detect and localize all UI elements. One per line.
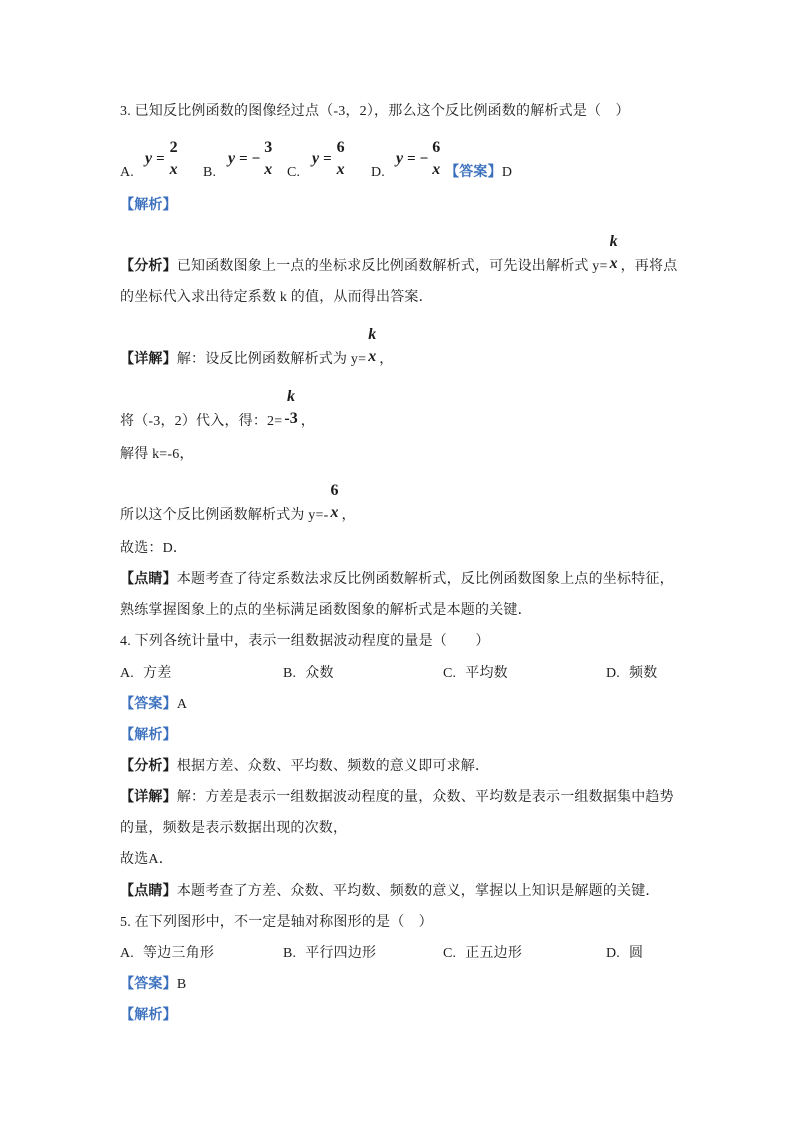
option-label: C. — [287, 165, 301, 180]
option-text: 等边三角形 — [143, 946, 215, 961]
option-text: 方差 — [143, 666, 172, 681]
fraction — [609, 233, 618, 276]
option-label: D. — [606, 666, 621, 681]
formula-equals: = — [156, 151, 165, 167]
q3-analysis-line-2: 的坐标代入求出待定系数 k 的值，从而得出答案． — [120, 290, 433, 305]
option-text: 正五边形 — [465, 946, 523, 961]
q4-analysis — [120, 758, 489, 776]
q5-answer — [120, 976, 186, 994]
q3-detail-line-2 — [120, 388, 315, 431]
q3-option-b — [203, 139, 273, 182]
fraction-denominator: x — [609, 255, 618, 272]
option-label: B. — [283, 946, 297, 961]
formula-minus-sign: − — [251, 151, 261, 167]
option-formula — [312, 137, 345, 181]
analysis-text: 已知函数图象上一点的坐标求反比例函数解析式，可先设出解析式 y= — [176, 259, 608, 274]
option-label: C. — [443, 666, 457, 681]
formula-variable: y — [228, 150, 236, 167]
formula-variable: y — [145, 150, 153, 167]
detail-text: 解：设反比例函数解析式为 y= — [176, 352, 367, 367]
fraction-numerator: k — [609, 233, 618, 250]
option-text: 平均数 — [465, 666, 508, 681]
option-formula — [145, 137, 178, 181]
q5-stem: 5. 在下列图形中，不一定是轴对称图形的是（ ） — [120, 915, 433, 930]
fraction-denominator: x — [169, 161, 178, 178]
formula-variable: y — [312, 150, 320, 167]
option-label: B. — [283, 666, 297, 681]
answer-tag: 【答案】 — [120, 697, 177, 712]
formula-equals: = — [239, 151, 248, 167]
q5-option-a — [120, 945, 214, 963]
answer-value: B — [176, 977, 187, 992]
answer-tag: 【答案】 — [120, 977, 177, 992]
option-label: B. — [203, 165, 217, 180]
fraction-denominator: x — [264, 161, 273, 178]
fraction-denominator: -3 — [284, 410, 298, 427]
formula-fraction — [264, 137, 272, 181]
q3-remark-line-1 — [120, 571, 674, 589]
option-label: A. — [120, 666, 135, 681]
fraction-denominator: x — [330, 504, 339, 521]
q4-option-d — [606, 665, 657, 683]
fraction-denominator: x — [336, 161, 345, 178]
solution-tag: 【解析】 — [120, 1008, 177, 1023]
option-label: D. — [371, 165, 386, 180]
remark-tag: 【点睛】 — [120, 884, 177, 899]
fraction-numerator: 6 — [330, 482, 339, 499]
option-text: 圆 — [629, 946, 644, 961]
q4-option-c — [443, 665, 508, 683]
option-label: C. — [443, 946, 457, 961]
q3-option-c — [287, 139, 345, 182]
detail-text: ， — [379, 352, 394, 367]
detail-text: ， — [300, 414, 315, 429]
q3-option-a — [120, 139, 178, 182]
fraction — [330, 482, 339, 525]
fraction-numerator: 6 — [336, 139, 345, 156]
fraction-numerator: 6 — [432, 139, 441, 156]
remark-text: 本题考查了待定系数法求反比例函数解析式，反比例函数图象上点的坐标特征， — [176, 572, 674, 587]
option-label: A. — [120, 946, 135, 961]
detail-text: 将（-3，2）代入，得：2= — [120, 414, 283, 429]
q3-detail-line-1 — [120, 326, 394, 369]
detail-text: ， — [341, 508, 356, 523]
q3-remark-line-2: 熟练掌握图象上的点的坐标满足函数图象的解析式是本题的关键． — [120, 603, 532, 618]
formula-fraction — [170, 137, 178, 181]
formula-equals: = — [407, 151, 416, 167]
answer-value: A — [176, 697, 188, 712]
answer-value: D — [501, 165, 513, 180]
option-label: D. — [606, 946, 621, 961]
q3-answer — [445, 164, 512, 182]
solution-tag: 【解析】 — [120, 728, 177, 743]
option-text: 平行四边形 — [305, 946, 377, 961]
fraction-denominator: x — [368, 348, 377, 365]
analysis-text: 根据方差、众数、平均数、频数的意义即可求解． — [176, 759, 490, 774]
q4-stem: 4. 下列各统计量中，表示一组数据波动程度的量是（ ） — [120, 634, 490, 649]
q5-solution-heading — [120, 1007, 177, 1025]
q4-detail-line-2: 的量，频数是表示数据出现的次数， — [120, 821, 348, 836]
detail-text: 解：方差是表示一组数据波动程度的量，众数、平均数是表示一组数据集中趋势 — [176, 790, 674, 805]
q4-remark — [120, 883, 660, 901]
fraction — [368, 326, 377, 369]
q3-detail-line-4 — [120, 482, 356, 525]
q3-detail-line-3: 解得 k=-6， — [120, 447, 194, 462]
option-label: A. — [120, 165, 135, 180]
q4-answer — [120, 696, 187, 714]
analysis-tag: 【分析】 — [120, 759, 177, 774]
option-text: 频数 — [629, 666, 658, 681]
answer-tag: 【答案】 — [445, 165, 502, 180]
q5-option-d — [606, 945, 643, 963]
q4-detail-line-1 — [120, 789, 674, 807]
option-text: 众数 — [305, 666, 334, 681]
formula-variable: y — [396, 150, 404, 167]
fraction — [284, 388, 298, 431]
formula-fraction — [432, 137, 440, 181]
q4-option-b — [283, 665, 334, 683]
detail-text: 所以这个反比例函数解析式为 y=- — [120, 508, 329, 523]
q4-option-a — [120, 665, 171, 683]
option-formula — [228, 137, 272, 181]
fraction-numerator: k — [287, 388, 296, 405]
remark-text: 本题考查了方差、众数、平均数、频数的意义，掌握以上知识是解题的关键． — [176, 884, 660, 899]
q4-detail-line-3: 故选A． — [120, 852, 173, 867]
q4-solution-heading — [120, 727, 177, 745]
q5-option-c — [443, 945, 522, 963]
solution-tag: 【解析】 — [120, 198, 177, 213]
q3-solution-heading — [120, 197, 177, 215]
analysis-text: ，再将点 — [620, 259, 678, 274]
fraction-numerator: 2 — [169, 139, 178, 156]
analysis-tag: 【分析】 — [120, 259, 177, 274]
q5-option-b — [283, 945, 376, 963]
option-formula — [396, 137, 440, 181]
formula-minus-sign: − — [419, 151, 429, 167]
q3-stem: 3. 已知反比例函数的图像经过点（-3，2），那么这个反比例函数的解析式是（ ） — [120, 104, 630, 119]
remark-tag: 【点睛】 — [120, 572, 177, 587]
q3-option-d — [371, 139, 441, 182]
fraction-denominator: x — [432, 161, 441, 178]
q3-analysis-line-1 — [120, 233, 678, 276]
formula-equals: = — [323, 151, 332, 167]
detail-tag: 【详解】 — [120, 790, 177, 805]
fraction-numerator: k — [368, 326, 377, 343]
q3-detail-line-5: 故选：D． — [120, 541, 188, 556]
detail-tag: 【详解】 — [120, 352, 177, 367]
formula-fraction — [337, 137, 345, 181]
fraction-numerator: 3 — [264, 139, 273, 156]
